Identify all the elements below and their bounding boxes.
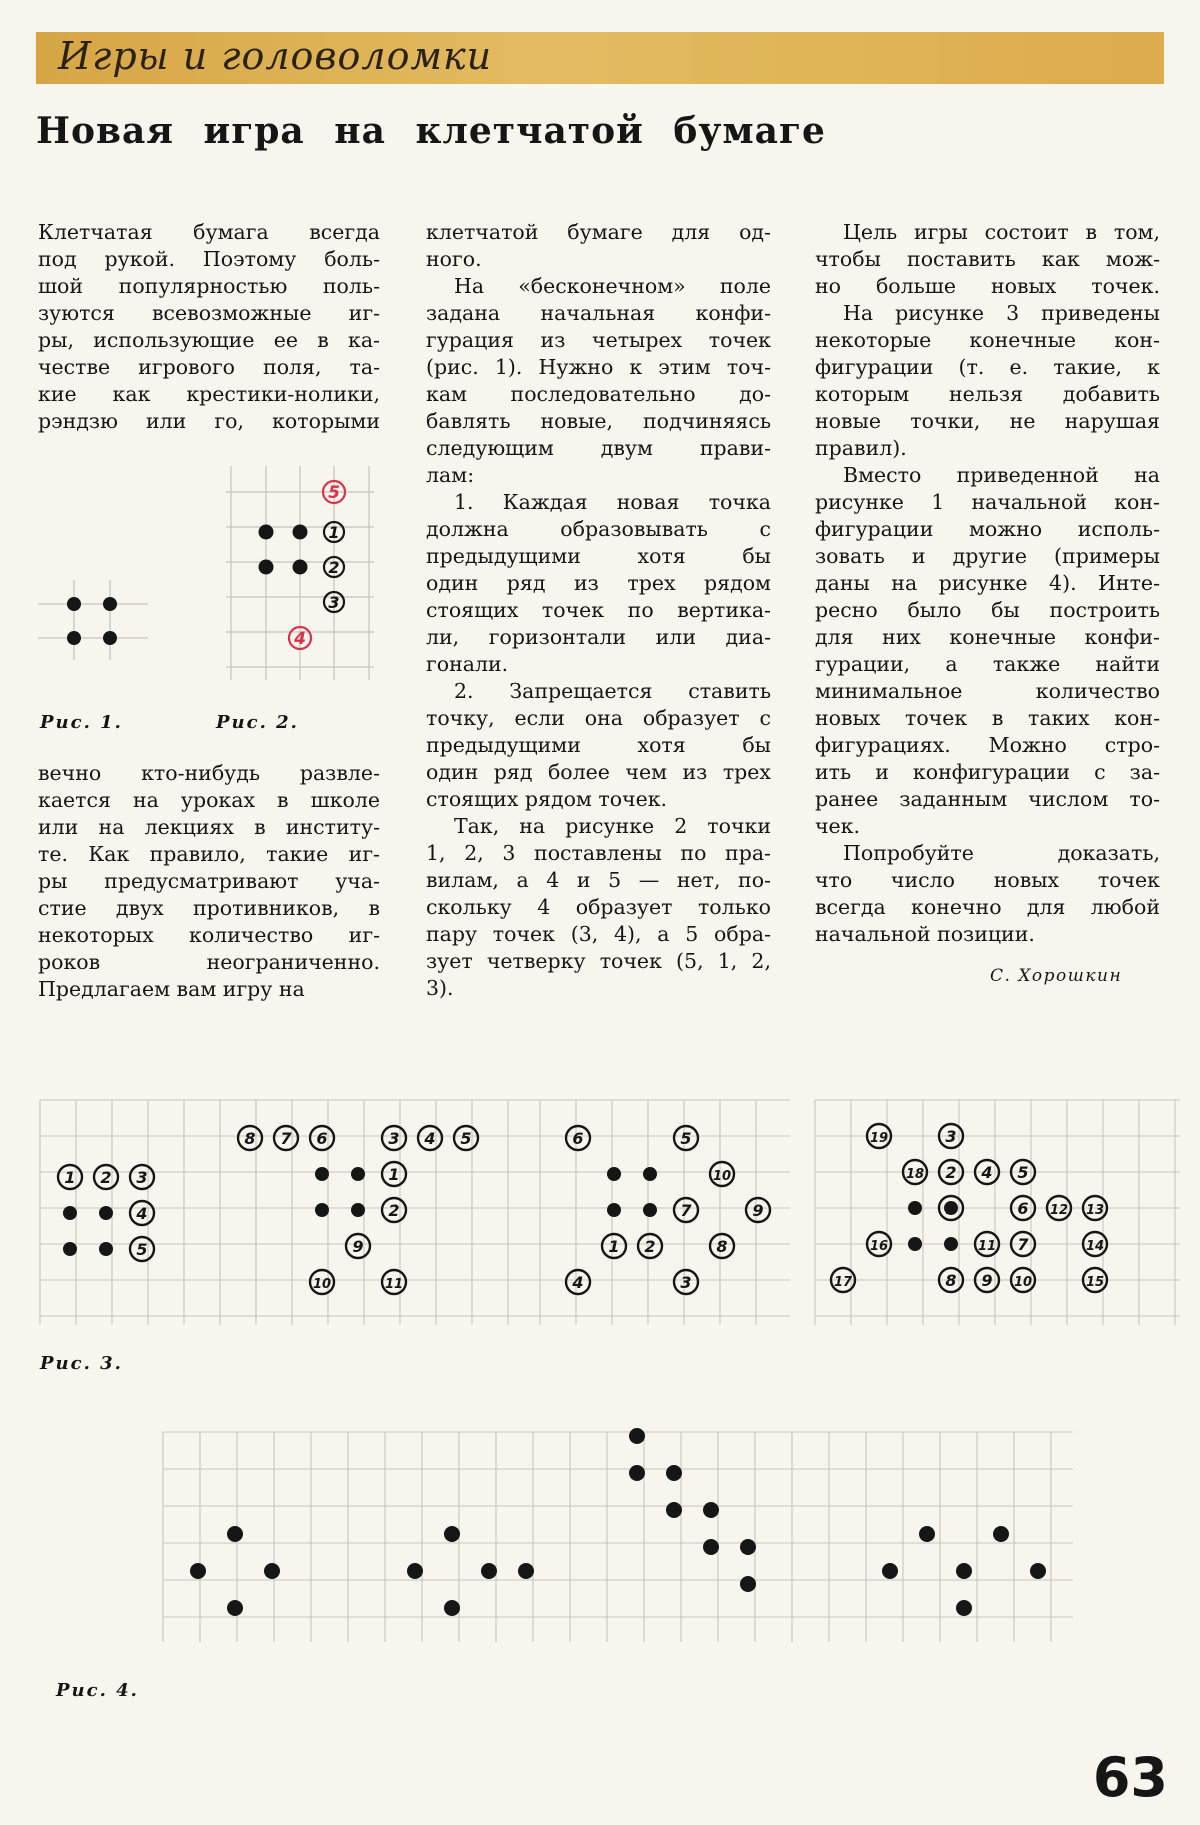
dot <box>315 1203 329 1217</box>
author-signature: С. Хорошкин <box>990 966 1123 986</box>
dot <box>956 1563 972 1579</box>
dot <box>740 1539 756 1555</box>
numbered-dot <box>710 1234 734 1258</box>
dot <box>407 1563 423 1579</box>
dot <box>607 1203 621 1217</box>
figure-1-caption: Рис. 1. <box>40 712 123 733</box>
numbered-dot <box>238 1126 262 1150</box>
text-line: которым нельзя добавить <box>815 382 1160 406</box>
dot <box>908 1201 922 1215</box>
text-line: гонали. <box>426 652 509 676</box>
text-line: Цель игры состоит в том, <box>843 220 1160 244</box>
text-line: кается на уроках в школе <box>38 788 380 812</box>
dot <box>956 1600 972 1616</box>
text-line: следующим двум прави- <box>426 436 771 460</box>
grid-lines <box>220 1100 540 1325</box>
svg-text:5: 5 <box>136 1240 148 1259</box>
numbered-dot <box>674 1198 698 1222</box>
numbered-dot <box>382 1198 406 1222</box>
svg-text:17: 17 <box>833 1275 853 1290</box>
svg-text:4: 4 <box>981 1163 993 1182</box>
grid-lines <box>40 1100 320 1325</box>
text-line: предыдущими хотя бы <box>426 733 771 757</box>
dot <box>1030 1563 1046 1579</box>
dot <box>703 1539 719 1555</box>
text-line: бавлять новые, подчиняясь <box>426 409 771 433</box>
dot <box>993 1526 1009 1542</box>
text-line: один ряд из трех рядом <box>426 571 771 595</box>
numbered-dot <box>710 1162 734 1186</box>
numbered-dot <box>130 1165 154 1189</box>
dot <box>63 1242 77 1256</box>
svg-text:8: 8 <box>945 1271 957 1290</box>
dot <box>518 1563 534 1579</box>
svg-text:1: 1 <box>64 1168 76 1187</box>
svg-text:3: 3 <box>680 1273 692 1292</box>
dot <box>315 1167 329 1181</box>
svg-text:5: 5 <box>680 1129 692 1148</box>
dot <box>444 1526 460 1542</box>
text-line: зовать и другие (примеры <box>815 544 1160 568</box>
svg-text:6: 6 <box>316 1129 328 1148</box>
text-line: Так, на рисунке 2 точки <box>454 814 771 838</box>
text-line: 3). <box>426 976 454 1000</box>
text-line: кие как крестики-нолики, <box>38 382 380 406</box>
text-line: честве игрового поля, та- <box>38 355 380 379</box>
dot <box>227 1600 243 1616</box>
numbered-dot <box>602 1234 626 1258</box>
dot <box>944 1201 958 1215</box>
text-line: Вместо приведенной на <box>843 463 1160 487</box>
figure-4-caption: Рис. 4. <box>56 1680 139 1701</box>
svg-text:3: 3 <box>388 1129 400 1148</box>
text-line: Попробуйте доказать, <box>843 841 1160 865</box>
svg-text:12: 12 <box>1049 1203 1069 1218</box>
numbered-dot <box>674 1126 698 1150</box>
text-line: всегда конечно для любой <box>815 895 1160 919</box>
numbered-dot <box>975 1232 999 1256</box>
svg-text:2: 2 <box>328 558 340 577</box>
svg-text:9: 9 <box>981 1271 993 1290</box>
svg-text:13: 13 <box>1085 1203 1105 1218</box>
svg-text:10: 10 <box>1013 1275 1033 1290</box>
svg-text:2: 2 <box>644 1237 656 1256</box>
text-line: чтобы поставить как мож- <box>815 247 1160 271</box>
text-column-3 <box>815 219 1160 948</box>
numbered-dot <box>382 1126 406 1150</box>
text-line: (рис. 1). Нужно к этим точ- <box>426 355 771 379</box>
dot <box>99 1242 113 1256</box>
svg-text:15: 15 <box>1085 1275 1105 1290</box>
text-line: даны на рисунке 4). Инте- <box>815 571 1160 595</box>
svg-text:1: 1 <box>608 1237 620 1256</box>
numbered-dot <box>382 1270 406 1294</box>
numbered-dot <box>324 522 344 542</box>
svg-text:10: 10 <box>312 1277 332 1292</box>
svg-text:4: 4 <box>424 1129 436 1148</box>
text-line: чек. <box>815 814 861 838</box>
text-line: ресно было бы построить <box>815 598 1160 622</box>
numbered-dot <box>831 1268 855 1292</box>
numbered-dot-red <box>289 627 311 649</box>
numbered-dot <box>310 1126 334 1150</box>
dot <box>63 1206 77 1220</box>
text-line: ить и конфигурации с за- <box>815 760 1160 784</box>
numbered-dot <box>418 1126 442 1150</box>
svg-text:1: 1 <box>388 1165 400 1184</box>
numbered-dot <box>58 1165 82 1189</box>
text-line: 1. Каждая новая точка <box>454 490 771 514</box>
dot <box>103 631 117 645</box>
svg-text:11: 11 <box>384 1277 404 1292</box>
text-line: Предлагаем вам игру на <box>38 977 305 1001</box>
svg-text:7: 7 <box>1017 1235 1029 1254</box>
dot <box>629 1428 645 1444</box>
text-line: новые точки, не нарушая <box>815 409 1160 433</box>
text-line: правил). <box>815 436 907 460</box>
dot <box>703 1502 719 1518</box>
text-line: скольку 4 образует только <box>426 895 771 919</box>
svg-text:6: 6 <box>572 1129 584 1148</box>
text-line: ры предусматривают уча- <box>38 869 380 893</box>
dot <box>481 1563 497 1579</box>
text-column-2 <box>426 219 771 1002</box>
dot <box>67 597 81 611</box>
text-line: ного. <box>426 247 482 271</box>
text-line: или на лекциях в институ- <box>38 815 380 839</box>
text-line: те. Как правило, такие иг- <box>38 842 380 866</box>
svg-text:3: 3 <box>945 1127 957 1146</box>
numbered-dot <box>1047 1196 1071 1220</box>
text-line: 1, 2, 3 поставлены по пра- <box>426 841 771 865</box>
numbered-dot <box>454 1126 478 1150</box>
dot <box>643 1167 657 1181</box>
figure-1 <box>38 580 148 660</box>
text-column-1 <box>38 219 380 435</box>
svg-text:10: 10 <box>712 1169 732 1184</box>
text-line: На рисунке 3 приведены <box>843 301 1160 325</box>
svg-text:7: 7 <box>280 1129 292 1148</box>
text-line: шой популярностью поль- <box>38 274 380 298</box>
dot <box>740 1576 756 1592</box>
section-title: Игры и головоломки <box>58 34 493 78</box>
dot <box>67 631 81 645</box>
text-line: На «бесконечном» поле <box>454 274 771 298</box>
text-line: зует четверку точек (5, 1, 2, <box>426 949 771 973</box>
svg-text:6: 6 <box>1017 1199 1029 1218</box>
text-line: пару точек (3, 4), а 5 обра- <box>426 922 771 946</box>
text-line: зуются всевозможные иг- <box>38 301 380 325</box>
dot <box>643 1203 657 1217</box>
grid-lines <box>163 1432 1073 1642</box>
numbered-dot <box>130 1237 154 1261</box>
text-line: фигурациях. Можно стро- <box>815 733 1160 757</box>
text-line: гурации, а также найти <box>815 652 1160 676</box>
text-line: клетчатой бумаге для од- <box>426 220 771 244</box>
dot <box>351 1167 365 1181</box>
text-line: кам последовательно до- <box>426 382 771 406</box>
text-line: под рукой. Поэтому боль- <box>38 247 380 271</box>
numbered-dot <box>382 1162 406 1186</box>
numbered-dot <box>346 1234 370 1258</box>
text-line: некоторых количество иг- <box>38 923 380 947</box>
dot <box>293 525 308 540</box>
dot <box>666 1502 682 1518</box>
text-line: должна образовывать с <box>426 517 771 541</box>
text-line: новых точек в таких кон- <box>815 706 1160 730</box>
text-line: фигурации (т. е. такие, к <box>815 355 1160 379</box>
numbered-dot <box>1083 1268 1107 1292</box>
text-line: один ряд более чем из трех <box>426 760 771 784</box>
text-line: стоящих точек по вертика- <box>426 598 771 622</box>
svg-text:16: 16 <box>869 1239 889 1254</box>
svg-text:4: 4 <box>294 629 306 649</box>
numbered-dot <box>1083 1196 1107 1220</box>
numbered-dot <box>867 1232 891 1256</box>
numbered-dot <box>903 1160 927 1184</box>
dot <box>259 525 274 540</box>
svg-text:4: 4 <box>136 1204 148 1223</box>
text-line: ранее заданным числом то- <box>815 787 1160 811</box>
svg-text:4: 4 <box>572 1273 584 1292</box>
dot <box>103 597 117 611</box>
section-banner <box>36 32 1164 84</box>
text-line: вилам, а 4 и 5 — нет, по- <box>426 868 771 892</box>
numbered-dot <box>674 1270 698 1294</box>
svg-text:18: 18 <box>905 1167 925 1182</box>
text-line: рисунке 1 начальной кон- <box>815 490 1160 514</box>
svg-text:3: 3 <box>136 1168 148 1187</box>
text-line: для них конечные конфи- <box>815 625 1160 649</box>
text-line: роков неограниченно. <box>38 950 380 974</box>
figure-3-caption: Рис. 3. <box>40 1353 123 1374</box>
svg-text:8: 8 <box>244 1129 256 1148</box>
text-line: гурация из четырех точек <box>426 328 771 352</box>
dot <box>351 1203 365 1217</box>
svg-text:3: 3 <box>328 593 340 612</box>
numbered-dot <box>324 557 344 577</box>
svg-text:5: 5 <box>1017 1163 1029 1182</box>
numbered-dot <box>1083 1232 1107 1256</box>
text-line: рэндзю или го, которыми <box>38 409 380 433</box>
dot <box>227 1526 243 1542</box>
text-line: но больше новых точек. <box>815 274 1160 298</box>
text-line: 2. Запрещается ставить <box>454 679 771 703</box>
text-line: Клетчатая бумага всегда <box>38 220 380 244</box>
text-line: вечно кто-нибудь развле- <box>38 761 380 785</box>
text-line: точку, если она образует с <box>426 706 771 730</box>
text-line: некоторые конечные кон- <box>815 328 1160 352</box>
numbered-dot <box>1011 1268 1035 1292</box>
figure-2 <box>226 466 374 680</box>
numbered-dot <box>274 1126 298 1150</box>
text-line: лам: <box>426 463 475 487</box>
dot <box>607 1167 621 1181</box>
text-line: стие двух противников, в <box>38 896 380 920</box>
svg-text:8: 8 <box>716 1237 728 1256</box>
svg-text:5: 5 <box>328 483 340 503</box>
numbered-dot <box>566 1270 590 1294</box>
svg-text:5: 5 <box>460 1129 472 1148</box>
svg-text:1: 1 <box>328 523 340 542</box>
figure-4 <box>0 1420 1200 1660</box>
text-line: что число новых точек <box>815 868 1160 892</box>
numbered-dot <box>324 592 344 612</box>
text-line: задана начальная конфи- <box>426 301 771 325</box>
svg-text:2: 2 <box>388 1201 400 1220</box>
text-line: предыдущими хотя бы <box>426 544 771 568</box>
svg-text:14: 14 <box>1085 1239 1105 1254</box>
figure-3 <box>0 1080 1200 1340</box>
svg-text:2: 2 <box>100 1168 112 1187</box>
dot <box>629 1465 645 1481</box>
text-line: начальной позиции. <box>815 922 1035 946</box>
text-line: фигурации можно исполь- <box>815 517 1160 541</box>
numbered-dot <box>566 1126 590 1150</box>
svg-text:2: 2 <box>945 1163 957 1182</box>
text-line: ли, горизонтали или диа- <box>426 625 771 649</box>
numbered-dot <box>94 1165 118 1189</box>
numbered-dot <box>310 1270 334 1294</box>
dot <box>293 560 308 575</box>
dot <box>882 1563 898 1579</box>
figure-2-caption: Рис. 2. <box>216 712 299 733</box>
dot <box>190 1563 206 1579</box>
svg-text:9: 9 <box>752 1201 764 1220</box>
dot <box>908 1237 922 1251</box>
svg-text:11: 11 <box>977 1239 997 1254</box>
dot <box>444 1600 460 1616</box>
svg-text:19: 19 <box>869 1131 889 1146</box>
svg-text:7: 7 <box>680 1201 692 1220</box>
dot <box>919 1526 935 1542</box>
text-column-1-continued <box>38 760 380 1003</box>
numbered-dot <box>746 1198 770 1222</box>
dot <box>944 1237 958 1251</box>
numbered-dot <box>638 1234 662 1258</box>
article-title: Новая игра на клетчатой бумаге <box>36 110 826 152</box>
dot <box>264 1563 280 1579</box>
page-number: 63 <box>1092 1746 1168 1809</box>
dot <box>99 1206 113 1220</box>
text-line: стоящих рядом точек. <box>426 787 668 811</box>
text-line: минимальное количество <box>815 679 1160 703</box>
svg-text:9: 9 <box>352 1237 364 1256</box>
dot <box>666 1465 682 1481</box>
dot <box>259 560 274 575</box>
numbered-dot <box>130 1201 154 1225</box>
numbered-dot <box>867 1124 891 1148</box>
text-line: ры, использующие ее в ка- <box>38 328 380 352</box>
